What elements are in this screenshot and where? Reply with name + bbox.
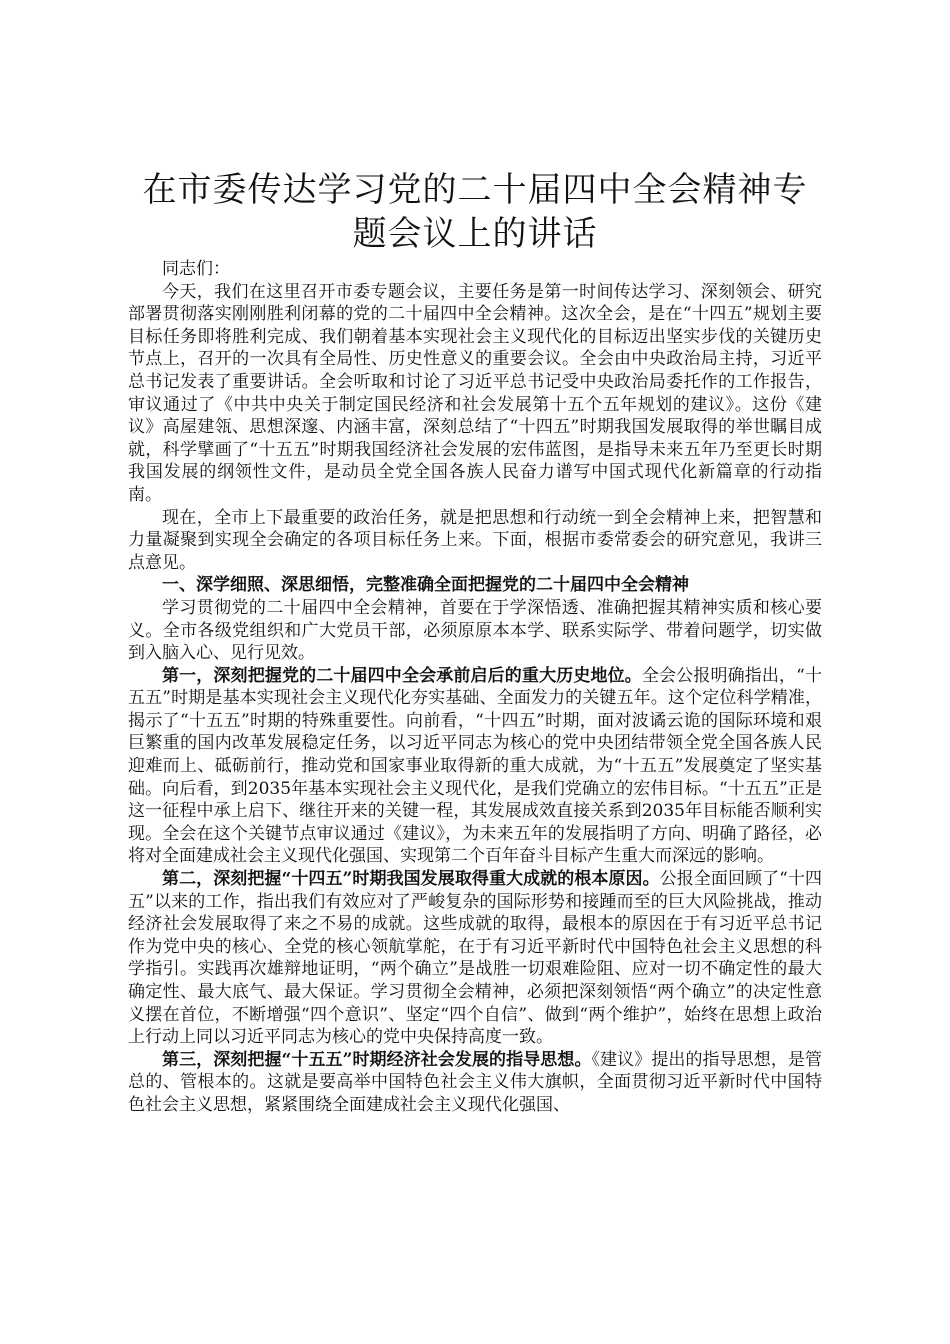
point-second xyxy=(128,868,822,1049)
point-third xyxy=(128,1049,822,1117)
point-third-body: 《建议》提出的指导思想，是管总的、管根本的。这就是要高举中国特色社会主义伟大旗帜，全面贯彻习近平新时代中国特色社会主义思想，紧紧围绕全面建成社会主义现代化强国、 xyxy=(128,1049,822,1115)
paragraph-task: 现在，全市上下最重要的政治任务，就是把思想和行动统一到全会精神上来，把智慧和力量凝聚到实现全会确定的各项目标任务上来。下面，根据市委常委会的研究意见，我讲三点意见。 xyxy=(128,507,822,573)
point-third-lead: 第三，深刻把握“十五五”时期经济社会发展的指导思想。 xyxy=(162,1049,592,1070)
document-page xyxy=(128,168,822,1117)
section-heading-1: 一、深学细照、深思细悟，完整准确全面把握党的二十届四中全会精神 xyxy=(162,575,689,596)
point-first-body: 全会公报明确指出，“十五五”时期是基本实现社会主义现代化夯实基础、全面发力的关键五年。这个定位科学精准，揭示了“十五五”时期的特殊重要性。向前看，“十四五”时期，面对波谲云诡的国际环境和艰巨繁重的国内改革发展稳定任务，以习近平同志为核心的党中央团结带领全党全国各族人民迎难而上、砥砺前行，推动党和国家事业取得新的重大成就，为“十五五”发展奠定了坚实基础。向后看，到2035年基本实现社会主义现代化，是我们党确立的宏伟目标。“十五五”正是这一征程中承上启下、继往开来的关键一程，其发展成效直接关系到2035年目标能否顺利实现。全会在这个关键节点审议通过《建议》，为未来五年的发展指明了方向、明确了路径，必将对全面建成社会主义现代化强国、实现第二个百年奋斗目标产生重大而深远的影响。 xyxy=(128,665,822,867)
point-first xyxy=(128,665,822,868)
point-second-lead: 第二，深刻把握“十四五”时期我国发展取得重大成就的根本原因。 xyxy=(162,869,660,890)
point-first-lead: 第一，深刻把握党的二十届四中全会承前启后的重大历史地位。 xyxy=(162,665,642,686)
paragraph-opening: 今天，我们在这里召开市委专题会议，主要任务是第一时间传达学习、深刻领会、研究部署贯彻落实刚刚胜利闭幕的党的二十届四中全会精神。这次全会，是在“十四五”规划主要目标任务即将胜利完成、我们朝着基本实现社会主义现代化的目标迈出坚实步伐的关键历史节点上，召开的一次具有全局性、历史性意义的重要会议。全会由中央政治局主持，习近平总书记发表了重要讲话。全会听取和讨论了习近平总书记受中央政治局委托作的工作报告，审议通过了《中共中央关于制定国民经济和社会发展第十五个五年规划的建议》。这份《建议》高屋建瓴、思想深邃、内涵丰富，深刻总结了“十四五”时期我国发展取得的举世瞩目成就，科学擘画了“十五五”时期我国经济社会发展的宏伟蓝图，是指导未来五年乃至更长时期我国发展的纲领性文件，是动员全党全国各族人民奋力谱写中国式现代化新篇章的行动指南。 xyxy=(128,281,822,505)
section-intro: 学习贯彻党的二十届四中全会精神，首要在于学深悟透、准确把握其精神实质和核心要义。全市各级党组织和广大党员干部，必须原原本本学、联系实际学、带着问题学，切实做到入脑入心、见行见效。 xyxy=(128,597,822,664)
point-second-body: 公报全面回顾了“十四五”以来的工作，指出我们有效应对了严峻复杂的国际形势和接踵而至的巨大风险挑战，推动经济社会发展取得了来之不易的成就。这些成就的取得，最根本的原因在于有习近平总书记作为党中央的核心、全党的核心领航掌舵，在于有习近平新时代中国特色社会主义思想的科学指引。实践再次雄辩地证明，“两个确立”是战胜一切艰难险阻、应对一切不确定性的最大确定性、最大底气、最大保证。学习贯彻全会精神，必须把深刻领悟“两个确立”的决定性意义摆在首位，不断增强“四个意识”、坚定“四个自信”、做到“两个维护”，始终在思想上政治上行动上同以习近平同志为核心的党中央保持高度一致。 xyxy=(128,869,822,1048)
document-title: 在市委传达学习党的二十届四中全会精神专题会议上的讲话 xyxy=(142,170,808,254)
salutation: 同志们： xyxy=(162,259,230,279)
